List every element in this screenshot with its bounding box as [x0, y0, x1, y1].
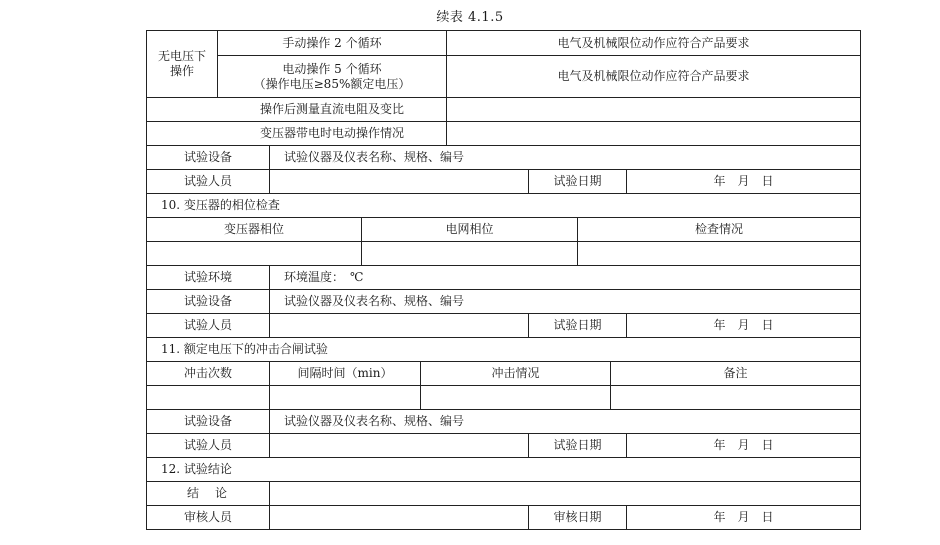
electric-operation-label [218, 56, 446, 97]
electric-operation-line1: 电动操作 5 个循环 [282, 61, 382, 76]
row-personnel-3 [147, 433, 860, 457]
table-caption: 续表 4.1.5 [436, 10, 504, 25]
live-electric-op-value [446, 122, 860, 145]
row-conclusion [147, 481, 860, 505]
row-personnel-2 [147, 313, 860, 337]
conclusion-label: 结 论 [186, 486, 229, 500]
remarks-cell [610, 386, 860, 409]
electric-operation-requirement: 电气及机械限位动作应符合产品要求 [446, 56, 860, 97]
section-11-heading-row [147, 337, 860, 361]
row-live-electric-op [147, 121, 860, 145]
equipment-label: 试验设备 [183, 150, 232, 164]
row-environment [147, 265, 860, 289]
impulse-count-cell [147, 386, 269, 409]
electric-operation-line2: （操作电压≥85%额定电压） [253, 76, 411, 91]
personnel-value [269, 314, 528, 337]
conclusion-value [269, 482, 860, 505]
environment-label: 试验环境 [183, 270, 232, 284]
after-op-resistance-label: 操作后测量直流电阻及变比 [259, 102, 404, 116]
review-date-value: 年 月 日 [626, 506, 860, 529]
personnel-label: 试验人员 [183, 174, 232, 188]
interval-time-header: 间隔时间（min） [269, 362, 420, 385]
test-record-table [146, 30, 861, 530]
no-voltage-operation-label [147, 31, 218, 97]
impulse-result-cell [420, 386, 610, 409]
manual-operation-label: 手动操作 2 个循环 [282, 35, 382, 50]
test-date-label: 试验日期 [528, 434, 626, 457]
section-11-header-row [147, 361, 860, 385]
equipment-label: 试验设备 [183, 294, 232, 308]
section-12-heading: 12. 试验结论 [161, 462, 232, 476]
check-result-header: 检查情况 [577, 218, 860, 241]
grid-phase-cell [361, 242, 577, 265]
live-electric-op-label: 变压器带电时电动操作情况 [259, 126, 404, 140]
personnel-label: 试验人员 [183, 438, 232, 452]
personnel-value [269, 170, 528, 193]
section-10-heading-row [147, 193, 860, 217]
transformer-phase-cell [147, 242, 361, 265]
test-date-value: 年 月 日 [626, 170, 860, 193]
remarks-header: 备注 [610, 362, 860, 385]
row-manual-operation [147, 31, 860, 55]
test-date-label: 试验日期 [528, 170, 626, 193]
grid-phase-header: 电网相位 [361, 218, 577, 241]
interval-time-cell [269, 386, 420, 409]
manual-operation-requirement: 电气及机械限位动作应符合产品要求 [446, 31, 860, 55]
row-equipment-1 [147, 145, 860, 169]
row-reviewer [147, 505, 860, 529]
test-date-value: 年 月 日 [626, 434, 860, 457]
check-result-cell [577, 242, 860, 265]
environment-value: 环境温度： ℃ [269, 266, 860, 289]
after-op-resistance-value [446, 98, 860, 121]
personnel-value [269, 434, 528, 457]
equipment-label: 试验设备 [183, 414, 232, 428]
section-10-header-row [147, 217, 860, 241]
impulse-result-header: 冲击情况 [420, 362, 610, 385]
row-personnel-1 [147, 169, 860, 193]
row-equipment-2 [147, 289, 860, 313]
equipment-value: 试验仪器及仪表名称、规格、编号 [269, 290, 860, 313]
row-after-op-resistance [147, 97, 860, 121]
impulse-count-header: 冲击次数 [183, 366, 232, 380]
no-voltage-line2: 操作 [169, 64, 194, 78]
row-equipment-3 [147, 409, 860, 433]
personnel-label: 试验人员 [183, 318, 232, 332]
equipment-value: 试验仪器及仪表名称、规格、编号 [269, 146, 860, 169]
test-date-value: 年 月 日 [626, 314, 860, 337]
section-10-heading: 10. 变压器的相位检查 [161, 198, 280, 212]
reviewer-label: 审核人员 [183, 510, 232, 524]
equipment-value: 试验仪器及仪表名称、规格、编号 [269, 410, 860, 433]
reviewer-value [269, 506, 528, 529]
review-date-label: 审核日期 [528, 506, 626, 529]
section-11-heading: 11. 额定电压下的冲击合闸试验 [161, 342, 328, 356]
no-voltage-line1: 无电压下 [157, 49, 206, 63]
section-12-heading-row [147, 457, 860, 481]
row-electric-operation [147, 55, 860, 97]
section-10-data-row [147, 241, 860, 265]
section-11-data-row [147, 385, 860, 409]
test-date-label: 试验日期 [528, 314, 626, 337]
transformer-phase-header: 变压器相位 [223, 222, 284, 236]
